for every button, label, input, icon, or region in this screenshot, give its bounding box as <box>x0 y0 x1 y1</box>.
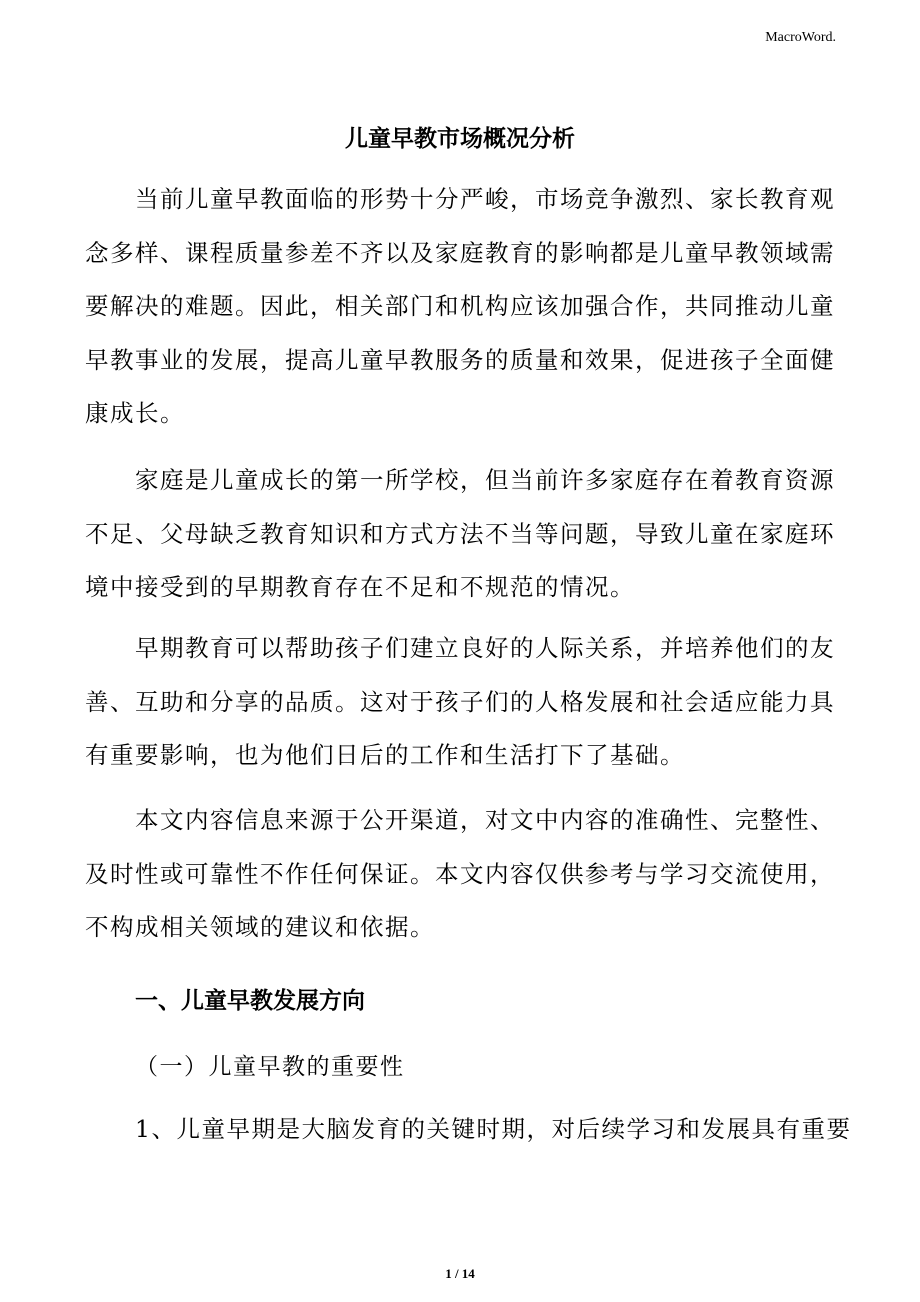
document-title: 儿童早教市场概况分析 <box>345 126 575 152</box>
paragraph-1 <box>85 173 840 441</box>
subsection-heading: （一）儿童早教的重要性 <box>135 1054 405 1080</box>
paragraph-line: 早教事业的发展，提高儿童早教服务的质量和效果，促进孩子全面健 <box>85 345 835 374</box>
paragraph-line: 念多样、课程质量参差不齐以及家庭教育的影响都是儿童早教领域需 <box>85 238 835 267</box>
paragraph-line: 家庭是儿童成长的第一所学校，但当前许多家庭存在着教育资源 <box>135 466 835 494</box>
paragraph-line: 及时性或可靠性不作任何保证。本文内容仅供参考与学习交流使用， <box>85 859 835 888</box>
paragraph-2 <box>85 454 840 615</box>
paragraph-4 <box>85 794 840 955</box>
paragraph-line: 境中接受到的早期教育存在不足和不规范的情况。 <box>85 573 635 601</box>
paragraph-line: 早期教育可以帮助孩子们建立良好的人际关系，并培养他们的友 <box>135 634 835 662</box>
list-item: 1、儿童早期是大脑发育的关键时期，对后续学习和发展具有重要 <box>135 1115 852 1143</box>
header-brand: MacroWord. <box>765 30 836 45</box>
paragraph-line: 康成长。 <box>85 399 185 427</box>
paragraph-line: 本文内容信息来源于公开渠道，对文中内容的准确性、完整性、 <box>135 806 835 834</box>
paragraph-line: 有重要影响，也为他们日后的工作和生活打下了基础。 <box>85 741 685 769</box>
paragraph-line: 当前儿童早教面临的形势十分严峻，市场竞争激烈、家长教育观 <box>135 185 835 213</box>
paragraph-line: 要解决的难题。因此，相关部门和机构应该加强合作，共同推动儿童 <box>85 292 835 320</box>
paragraph-line: 不构成相关领域的建议和依据。 <box>85 913 435 941</box>
paragraph-3 <box>85 622 840 783</box>
page-number: 1 / 14 <box>445 1266 475 1281</box>
paragraph-line: 不足、父母缺乏教育知识和方式方法不当等问题，导致儿童在家庭环 <box>85 519 835 548</box>
section-heading: 一、儿童早教发展方向 <box>135 988 365 1014</box>
paragraph-line: 善、互助和分享的品质。这对于孩子们的人格发展和社会适应能力具 <box>85 687 835 716</box>
